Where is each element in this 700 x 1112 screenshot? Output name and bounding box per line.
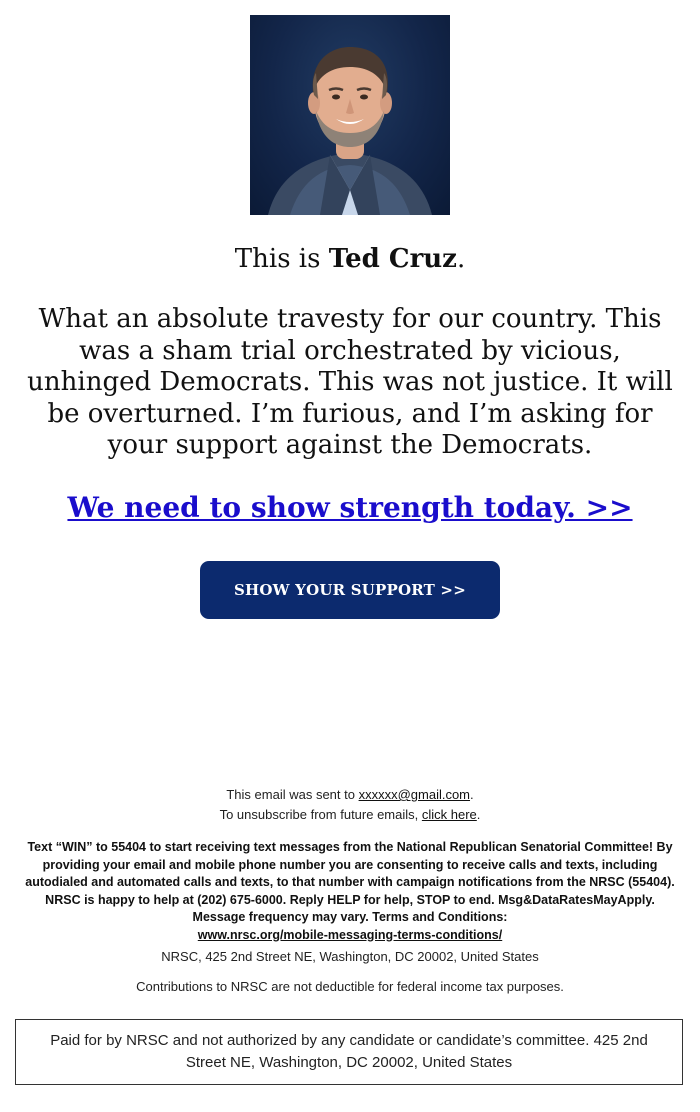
sender-name: Ted Cruz [328, 244, 457, 274]
sms-terms-text: Text “WIN” to 55404 to start receiving text messages from the National Republican Senatorial Committee! By providing your email and mobile phone number you are consenting to receive calls and texts, including autodialed and automated calls and texts, to that number with campaign notifications from the NRSC (55404). NRSC is happy to help at (202) 675-6000. Reply HELP for help, STOP to end. Msg&DataRatesMayApply. Message frequency may vary. Terms and Conditions: [25, 840, 675, 924]
unsub-prefix: To unsubscribe from future emails, [219, 807, 422, 822]
candidate-photo [250, 15, 450, 215]
sms-terms [18, 839, 682, 944]
unsubscribe-line [0, 805, 700, 825]
intro-suffix: . [456, 244, 466, 274]
show-support-button[interactable]: SHOW YOUR SUPPORT >> [200, 561, 500, 619]
mailing-address: NRSC, 425 2nd Street NE, Washington, DC 20002, United States [161, 949, 539, 964]
tax-disclaimer: Contributions to NRSC are not deductible for federal income tax purposes. [136, 979, 564, 994]
sent-suffix: . [470, 787, 474, 802]
intro-line [0, 242, 700, 276]
unsubscribe-link[interactable]: click here [421, 807, 477, 822]
recipient-email-link[interactable]: xxxxxx@gmail.com [358, 787, 471, 802]
paid-for-text: Paid for by NRSC and not authorized by any candidate or candidate’s committee. 425 2nd Street NE, Washington, DC 20002, United States [50, 1032, 648, 1071]
sent-prefix: This email was sent to [226, 787, 359, 802]
unsub-suffix: . [476, 807, 481, 822]
portrait-illustration [250, 15, 450, 215]
cta-link-container [0, 490, 700, 526]
intro-prefix: This is [234, 244, 329, 274]
show-strength-link[interactable]: We need to show strength today. >> [67, 491, 633, 524]
sent-to-line [0, 785, 700, 805]
paid-for-disclaimer [15, 1019, 683, 1085]
email-message: What an absolute travesty for our country. This was a sham trial orchestrated by vicious, unhinged Democrats. This was not justice. It will be overturned. I’m furious, and I’m asking for your support against the Democrats. [27, 304, 673, 460]
terms-link[interactable]: www.nrsc.org/mobile-messaging-terms-conditions/ [197, 927, 503, 942]
